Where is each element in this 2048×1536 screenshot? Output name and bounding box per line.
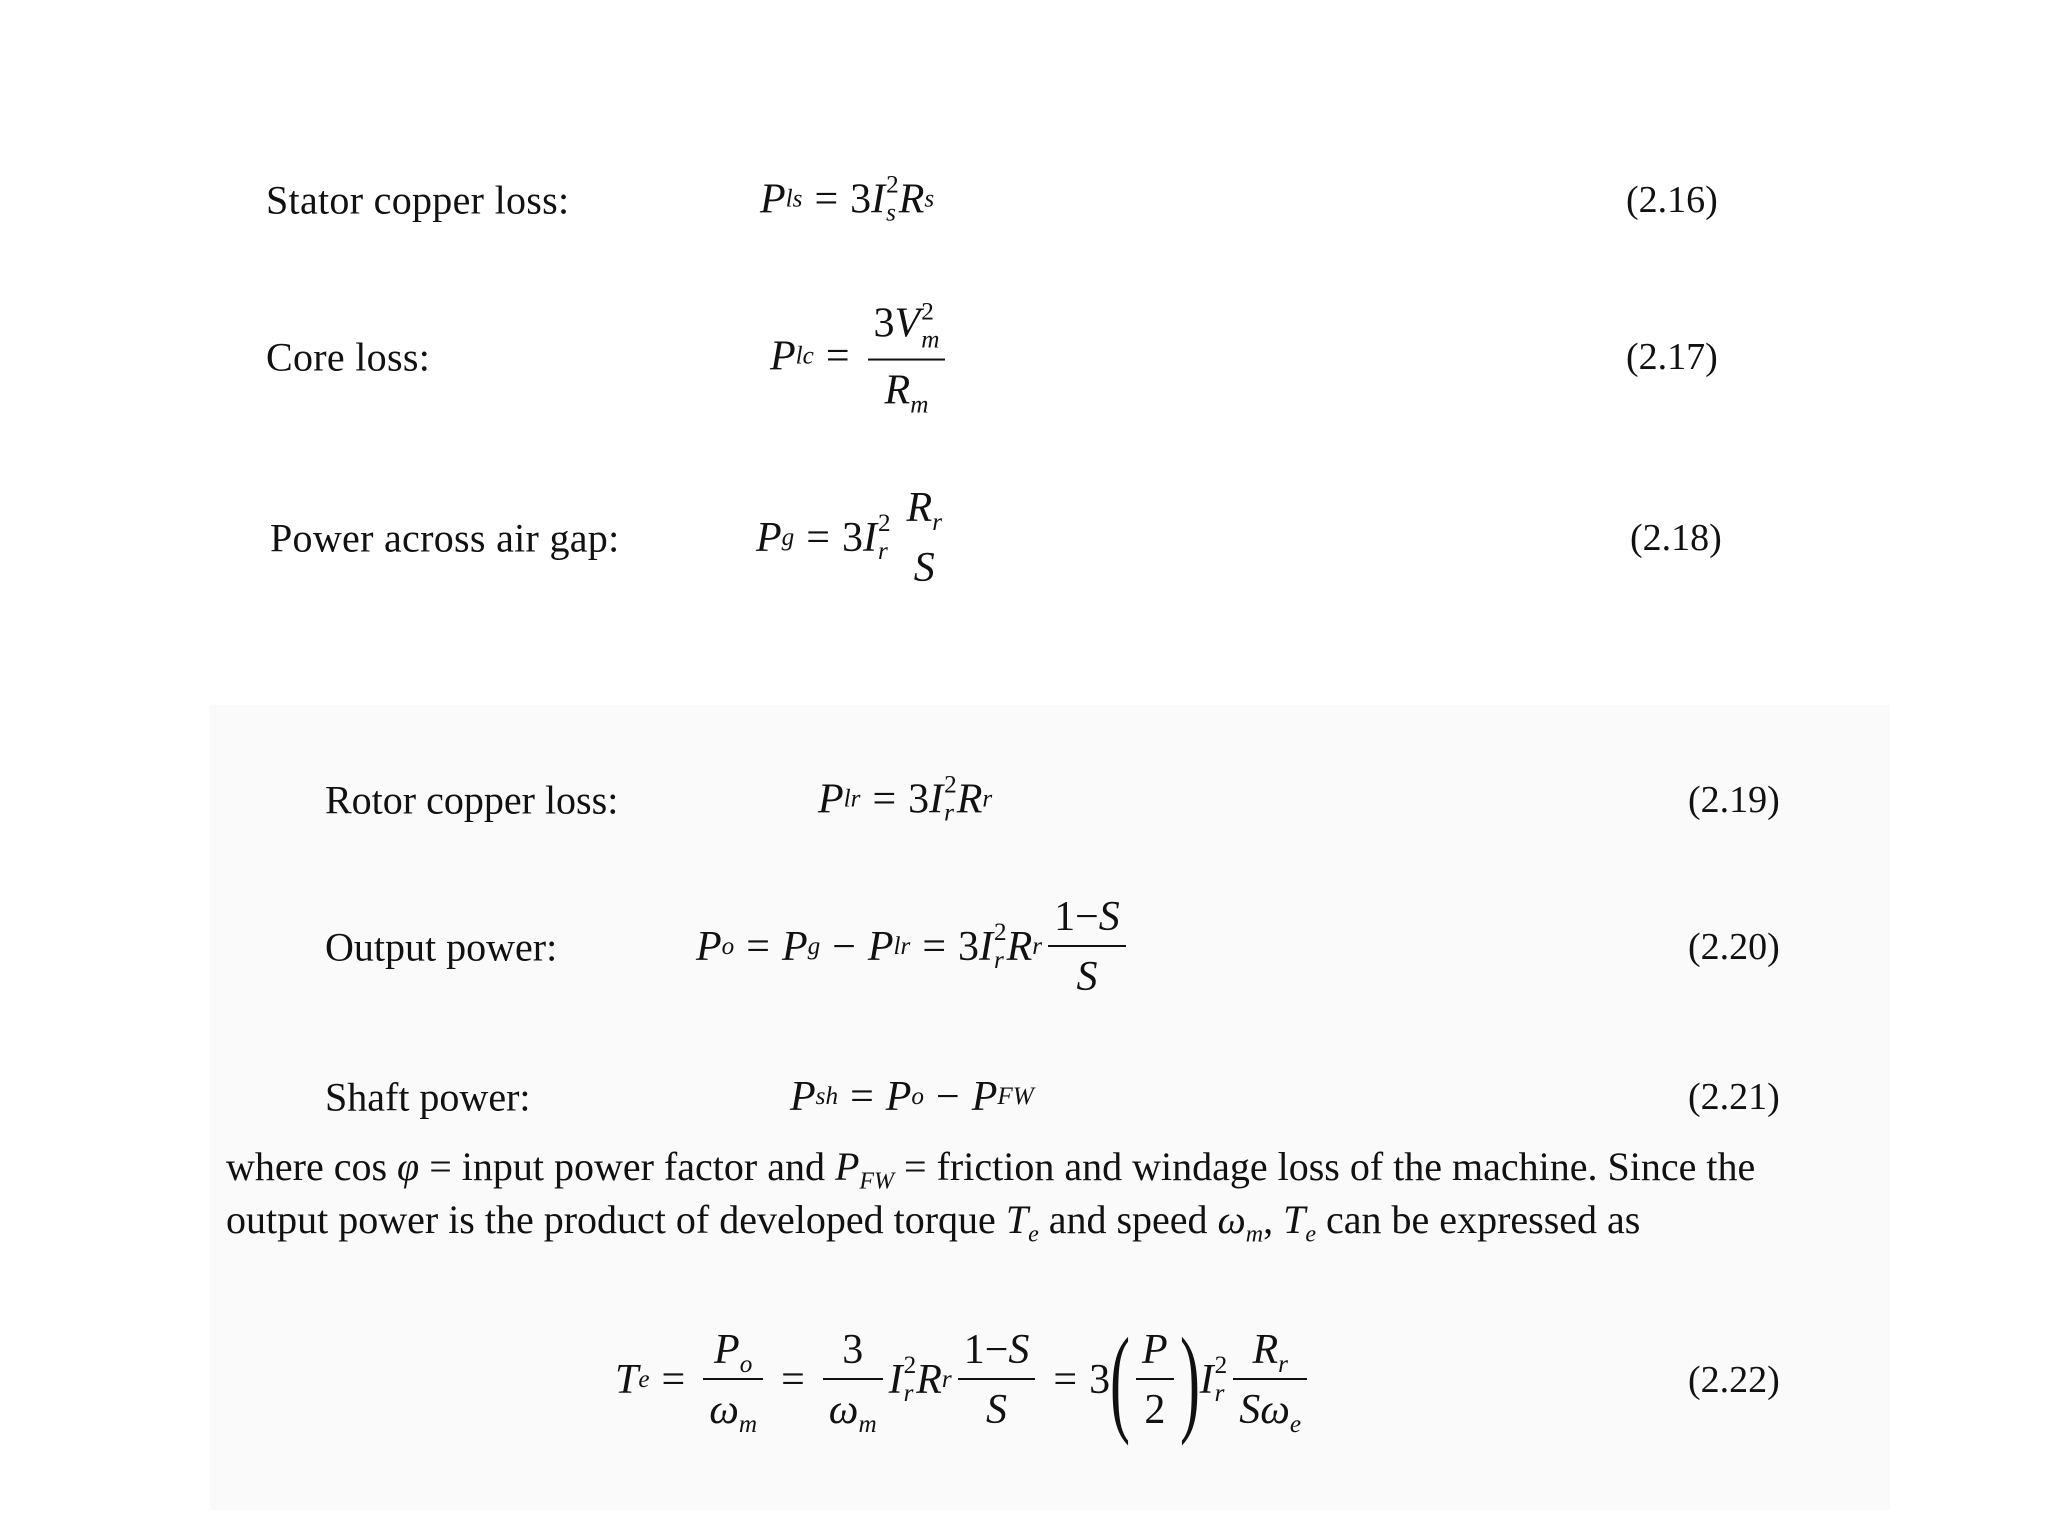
equation-label: Output power: [325,924,558,970]
equation-number: (2.22) [1688,1359,1780,1401]
speed-symbol: ω [1217,1197,1246,1242]
equation-formula: P lc = 3V 2 m $R_m$ [770,300,951,415]
equation-formula: P lr = 3I 2 r R r [818,771,993,827]
equation-number: (2.18) [1630,517,1722,559]
equation-row-2-22 [0,1305,2048,1455]
torque-subscript: e [1028,1221,1039,1248]
equation-label: Shaft power: [325,1074,531,1120]
paragraph-text: and speed [1038,1197,1218,1242]
equation-label: Rotor copper loss: [325,777,619,823]
equation-row-2-18 [0,473,2048,603]
equation-row-2-19 [0,735,2048,865]
equation-formula: P ls = 3I 2 s R s [760,171,935,227]
equation-number: (2.16) [1626,179,1718,221]
paragraph-text: can be expressed as [1316,1197,1641,1242]
equation-row-2-17 [0,292,2048,422]
equation-label: Core loss: [266,334,431,380]
speed-subscript: m [1245,1221,1264,1248]
paragraph-text: , [1263,1197,1284,1242]
equation-number: (2.21) [1688,1076,1780,1118]
paragraph-text: where cos [226,1144,398,1189]
equation-row-2-20 [0,882,2048,1012]
equation-row-2-16 [0,135,2048,265]
pfw-symbol: P [834,1144,860,1189]
paragraph-text: = input power factor and [419,1144,835,1189]
equation-label: Power across air gap: [270,515,620,561]
body-paragraph [226,1140,1806,1246]
equation-formula: P g = 3I 2 r $R_r$ S [756,485,942,591]
equation-formula: P o = P g − P lr = 3I 2 r R r $\frac{1-S}{S}$ [696,893,1132,1001]
paragraph-text: = friction and windage loss of the machine. Since the output power is the product of developed torque [226,1144,1756,1242]
torque-subscript: e [1305,1221,1317,1248]
equation-formula: T e = $\frac{P_o}{\omega_m}$ = $\frac{3}{\omega_m}$ I 2 r R r $\frac{1-S}{S}$ = 3 ( $\frac{P}{2}$ ) I 2 r $\frac{R_r}{S\omega_e}$ [615,1320,1313,1440]
pfw-subscript: FW [859,1168,895,1195]
torque-symbol: T [1005,1197,1029,1242]
phi-symbol: φ [397,1144,420,1189]
equation-formula: P sh = P o − P FW [790,1074,1034,1120]
torque-symbol: T [1283,1197,1306,1242]
equation-number: (2.20) [1688,926,1780,968]
equation-label: Stator copper loss: [266,177,570,223]
equation-number: (2.17) [1626,336,1718,378]
equation-number: (2.19) [1688,779,1780,821]
